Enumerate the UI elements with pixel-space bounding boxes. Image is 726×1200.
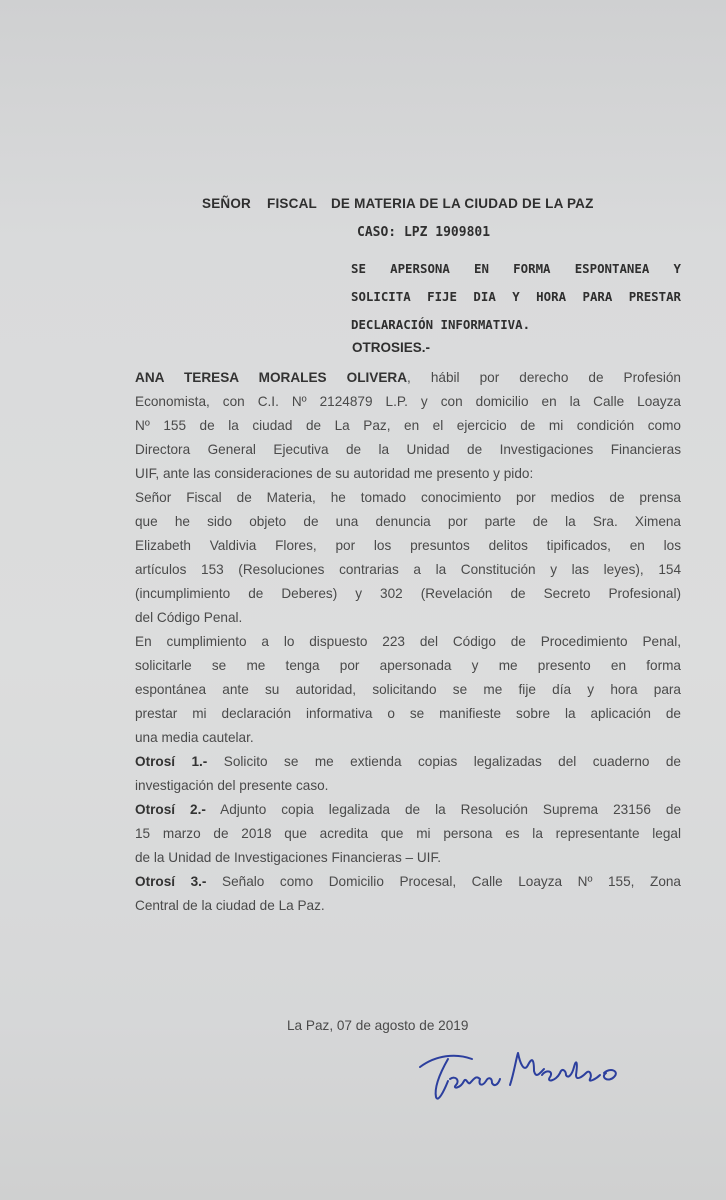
intro-line: Economista, con C.I. Nº 2124879 L.P. y con domicilio en la Calle Loayza — [135, 394, 681, 409]
paragraph-line: prestar mi declaración informativa o se manifieste sobre la aplicación de — [135, 706, 681, 721]
paragraph-line: solicitarle se me tenga por apersonada y me presento en forma — [135, 658, 681, 673]
summary-line: DECLARACIÓN INFORMATIVA. — [351, 317, 531, 332]
paragraph-line: espontánea ante su autoridad, solicitando se me fije día y hora para — [135, 682, 681, 697]
otrosi-line: Señalo como Domicilio Procesal, Calle Loayza Nº 155, Zona — [206, 874, 681, 889]
paragraph-line: que he sido objeto de una denuncia por parte de la Sra. Ximena — [135, 514, 681, 529]
summary-line: SOLICITA FIJE DIA Y HORA PARA PRESTAR — [351, 289, 681, 304]
otrosi-2 — [135, 798, 681, 870]
otrosi-1-label: Otrosí 1.- — [135, 754, 208, 769]
paragraph-line: Señor Fiscal de Materia, he tomado conocimiento por medios de prensa — [135, 490, 681, 505]
otrosi-3 — [135, 870, 681, 918]
document-body — [135, 366, 681, 918]
paragraph-line: artículos 153 (Resoluciones contrarias a la Constitución y las leyes), 154 — [135, 562, 681, 577]
otrosi-line: 15 marzo de 2018 que acredita que mi persona es la representante legal — [135, 826, 681, 841]
addressee-word-fiscal: FISCAL — [267, 196, 317, 211]
summary-block — [351, 255, 681, 339]
case-number: CASO: LPZ 1909801 — [357, 225, 491, 240]
paragraph-line: del Código Penal. — [135, 610, 243, 625]
otrosi-1 — [135, 750, 681, 798]
place-and-date: La Paz, 07 de agosto de 2019 — [287, 1018, 469, 1033]
otrosi-line: Central de la ciudad de La Paz. — [135, 898, 325, 913]
intro-paragraph — [135, 366, 681, 486]
addressee-line — [202, 196, 594, 211]
intro-line: , hábil por derecho de Profesión — [407, 370, 681, 385]
paragraph-1 — [135, 486, 681, 630]
otrosi-line: de la Unidad de Investigaciones Financieras – UIF. — [135, 850, 442, 865]
intro-line: Nº 155 de la ciudad de La Paz, en el ejercicio de mi condición como — [135, 418, 681, 433]
otrosies-heading: OTROSIES.- — [352, 340, 431, 355]
addressee-word-senor: SEÑOR — [202, 196, 252, 211]
otrosi-line: investigación del presente caso. — [135, 778, 329, 793]
addressee-rest: DE MATERIA DE LA CIUDAD DE LA PAZ — [330, 196, 594, 211]
otrosi-2-label: Otrosí 2.- — [135, 802, 206, 817]
paragraph-line: En cumplimiento a lo dispuesto 223 del Código de Procedimiento Penal, — [135, 634, 681, 649]
otrosi-3-label: Otrosí 3.- — [135, 874, 207, 889]
intro-line: UIF, ante las consideraciones de su autoridad me presento y pido: — [135, 466, 534, 481]
paragraph-line: Elizabeth Valdivia Flores, por los presuntos delitos tipificados, en los — [135, 538, 681, 553]
paragraph-line: (incumplimiento de Deberes) y 302 (Revelación de Secreto Profesional) — [135, 586, 681, 601]
summary-line: SE APERSONA EN FORMA ESPONTANEA Y — [351, 261, 681, 276]
otrosi-line: Adjunto copia legalizada de la Resolución Suprema 23156 de — [205, 802, 682, 817]
otrosi-line: Solicito se me extienda copias legalizadas del cuaderno de — [207, 754, 681, 769]
paragraph-line: una media cautelar. — [135, 730, 254, 745]
handwritten-signature — [414, 1045, 626, 1103]
petitioner-name: ANA TERESA MORALES OLIVERA — [135, 370, 408, 385]
paragraph-2 — [135, 630, 681, 750]
intro-line: Directora General Ejecutiva de la Unidad de Investigaciones Financieras — [135, 442, 681, 457]
